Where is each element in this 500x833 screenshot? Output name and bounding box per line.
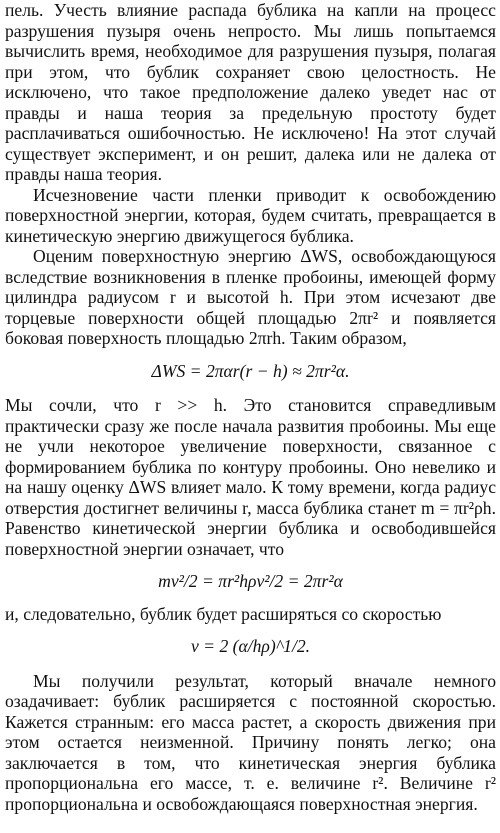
paragraph-assumption: Мы сочли, что r >> h. Это становится справедливым практически сразу же после начала развития пробоины. Мы еще не учли некоторое увеличение поверхности, связанное с формированием бублика по контуру пробоины. Оно невелико и на нашу оценку ΔWS влияет мало. К тому времени, когда радиус отверстия достигнет величины r, масса бублика станет m = πr²ρh. Равенство кинетической энергии бублика и освободившейся поверхностной энергии означает, что bbox=[5, 395, 496, 559]
formula-velocity: v = 2 (α/hρ)^1/2. bbox=[190, 636, 311, 656]
paragraph-bubble-destruction: пель. Учесть влияние распада бублика на капли на процесс разрушения пузыря очень непросто. Мы лишь попытаемся вычислить время, необходимое для разрушения пузыря, полагая при этом, что бублик сохраняет свою целостность. Не исключено, что такое предположение далеко уведет нас от правды и наша теория за предельную простоту будет расплачиваться ошибочностью. Не исключено! На этот случай существует эксперимент, и он решит, далека или не далека от правды наша теория. bbox=[5, 0, 496, 184]
paragraph-surface-energy-estimate: Оценим поверхностную энергию ΔWS, освобождающуюся вследствие возникновения в пленке пробоины, имеющей форму цилиндра радиусом r и высотой h. При этом исчезают две торцевые поверхности общей площадью 2πr² и появляется боковая поверхность площадью 2πrh. Таким образом, bbox=[5, 246, 496, 348]
paragraph-film-energy: Исчезновение части пленки приводит к освобождению поверхностной энергии, которая, будем считать, превращается в кинетическую энергию движущегося бублика. bbox=[5, 184, 496, 246]
formula-surface-energy: ΔWS = 2παr(r − h) ≈ 2πr²α. bbox=[151, 360, 350, 381]
formula-energy-balance: mv²/2 = πr²hρv²/2 = 2πr²α bbox=[158, 571, 343, 591]
paragraph-result: Мы получили результат, который вначале немного озадачивает: бублик расширяется с постоянной скоростью. Кажется странным: его масса растет, а скорость движения при этом остается неизменной. Причину понять легко; она заключается в том, что кинетическая энергия бублика пропорциональна его массе, т. е. величине r². Величине r² пропорциональна и освобождающаяся поверхностная энергия. bbox=[5, 670, 496, 814]
paragraph-therefore: и, следовательно, бублик будет расширяться со скоростью bbox=[5, 603, 442, 624]
